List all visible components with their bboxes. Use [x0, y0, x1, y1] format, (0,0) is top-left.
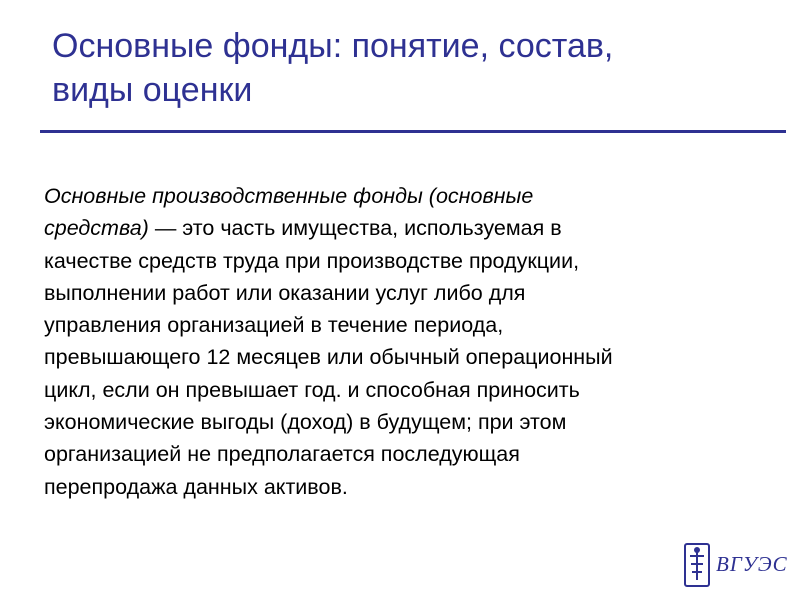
- slide-title-line-2: виды оценки: [52, 71, 253, 109]
- university-logo: [682, 540, 792, 590]
- university-logo-text: ВГУЭС: [716, 552, 788, 576]
- definition-line: перепродажа данных активов.: [44, 474, 348, 499]
- university-emblem-icon: [682, 542, 712, 588]
- definition-line-text: — это часть имущества, используемая в: [148, 216, 562, 241]
- definition-term-end: средства): [44, 216, 149, 241]
- definition-line: превышающего 12 месяцев или обычный операционный: [44, 345, 613, 370]
- definition-line: качестве средств труда при производстве продукции,: [44, 248, 580, 273]
- definition-line: [44, 212, 764, 244]
- definition-line: управления организацией в течение периода,: [44, 313, 504, 338]
- title-divider: [40, 130, 786, 133]
- definition-line: [44, 180, 764, 212]
- definition-line: цикл, если он превышает год. и способная приносить: [44, 377, 580, 402]
- definition-line: выполнении работ или оказании услуг либо для: [44, 280, 526, 305]
- slide-title-line-1: Основные фонды: понятие, состав,: [52, 27, 614, 65]
- definition-line: организацией не предполагается последующая: [44, 442, 520, 467]
- slide-title: [52, 24, 752, 112]
- definition-line: экономические выгоды (доход) в будущем; при этом: [44, 410, 567, 435]
- definition-paragraph: [44, 180, 764, 503]
- definition-term: Основные производственные фонды (основные: [44, 184, 534, 208]
